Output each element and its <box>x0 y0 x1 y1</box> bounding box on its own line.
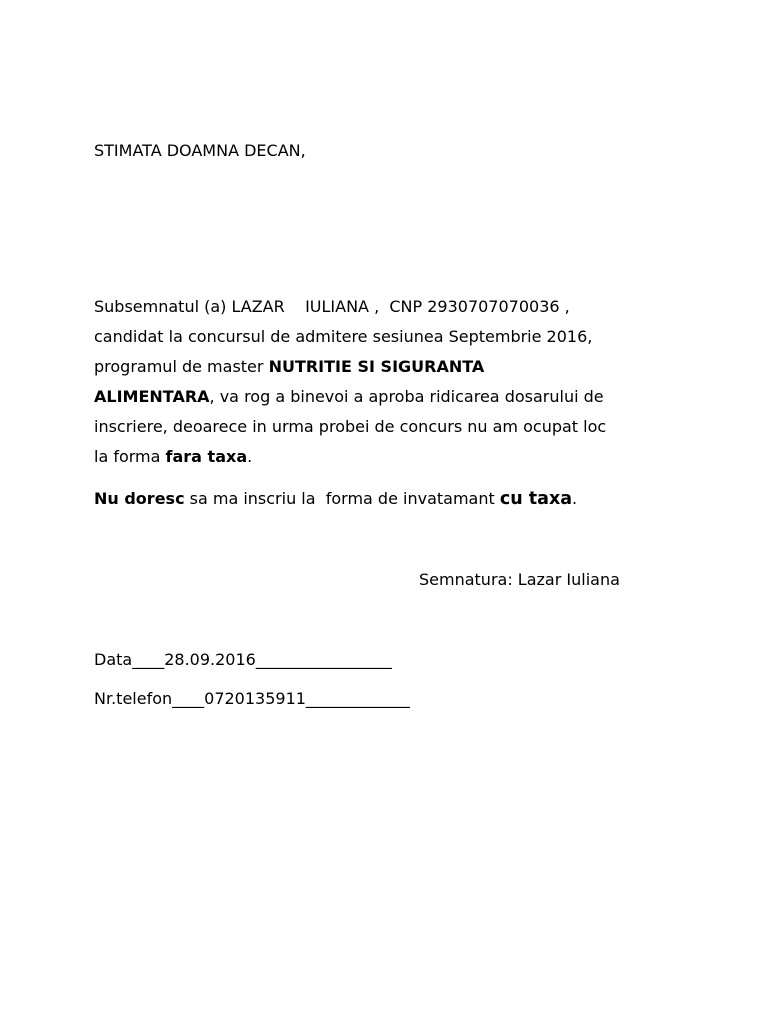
body-line-5: inscriere, deoarece in urma probei de concurs nu am ocupat loc <box>94 417 607 436</box>
body-line-6 <box>94 447 252 467</box>
statement-bold-start: Nu doresc <box>94 489 185 508</box>
body-line-2: candidat la concursul de admitere sesiunea Septembrie 2016, <box>94 327 593 346</box>
salutation: STIMATA DOAMNA DECAN, <box>94 141 306 160</box>
statement-middle: sa ma inscriu la forma de invatamant <box>184 489 500 508</box>
phone-line: Nr.telefon____0720135911_____________ <box>94 689 410 708</box>
body-line-1: Subsemnatul (a) LAZAR IULIANA , CNP 2930707070036 , <box>94 297 570 316</box>
signature-line: Semnatura: Lazar Iuliana <box>419 570 620 589</box>
body-line-4 <box>94 387 604 407</box>
body-line-3 <box>94 357 484 377</box>
body-line-6-text: la forma <box>94 447 166 466</box>
statement-end: . <box>572 489 578 508</box>
program-name-part2: ALIMENTARA <box>94 387 210 406</box>
date-line: Data____28.09.2016_________________ <box>94 650 392 669</box>
body-line-6-end: . <box>247 447 253 466</box>
statement-line <box>94 489 577 509</box>
body-line-4-text: , va rog a binevoi a aproba ridicarea dosarului de <box>209 387 604 406</box>
body-line-3-text: programul de master <box>94 357 269 376</box>
fee-form-paid: cu taxa <box>499 489 573 509</box>
program-name-part1: NUTRITIE SI SIGURANTA <box>268 357 485 376</box>
fee-form-free: fara taxa <box>165 447 248 466</box>
